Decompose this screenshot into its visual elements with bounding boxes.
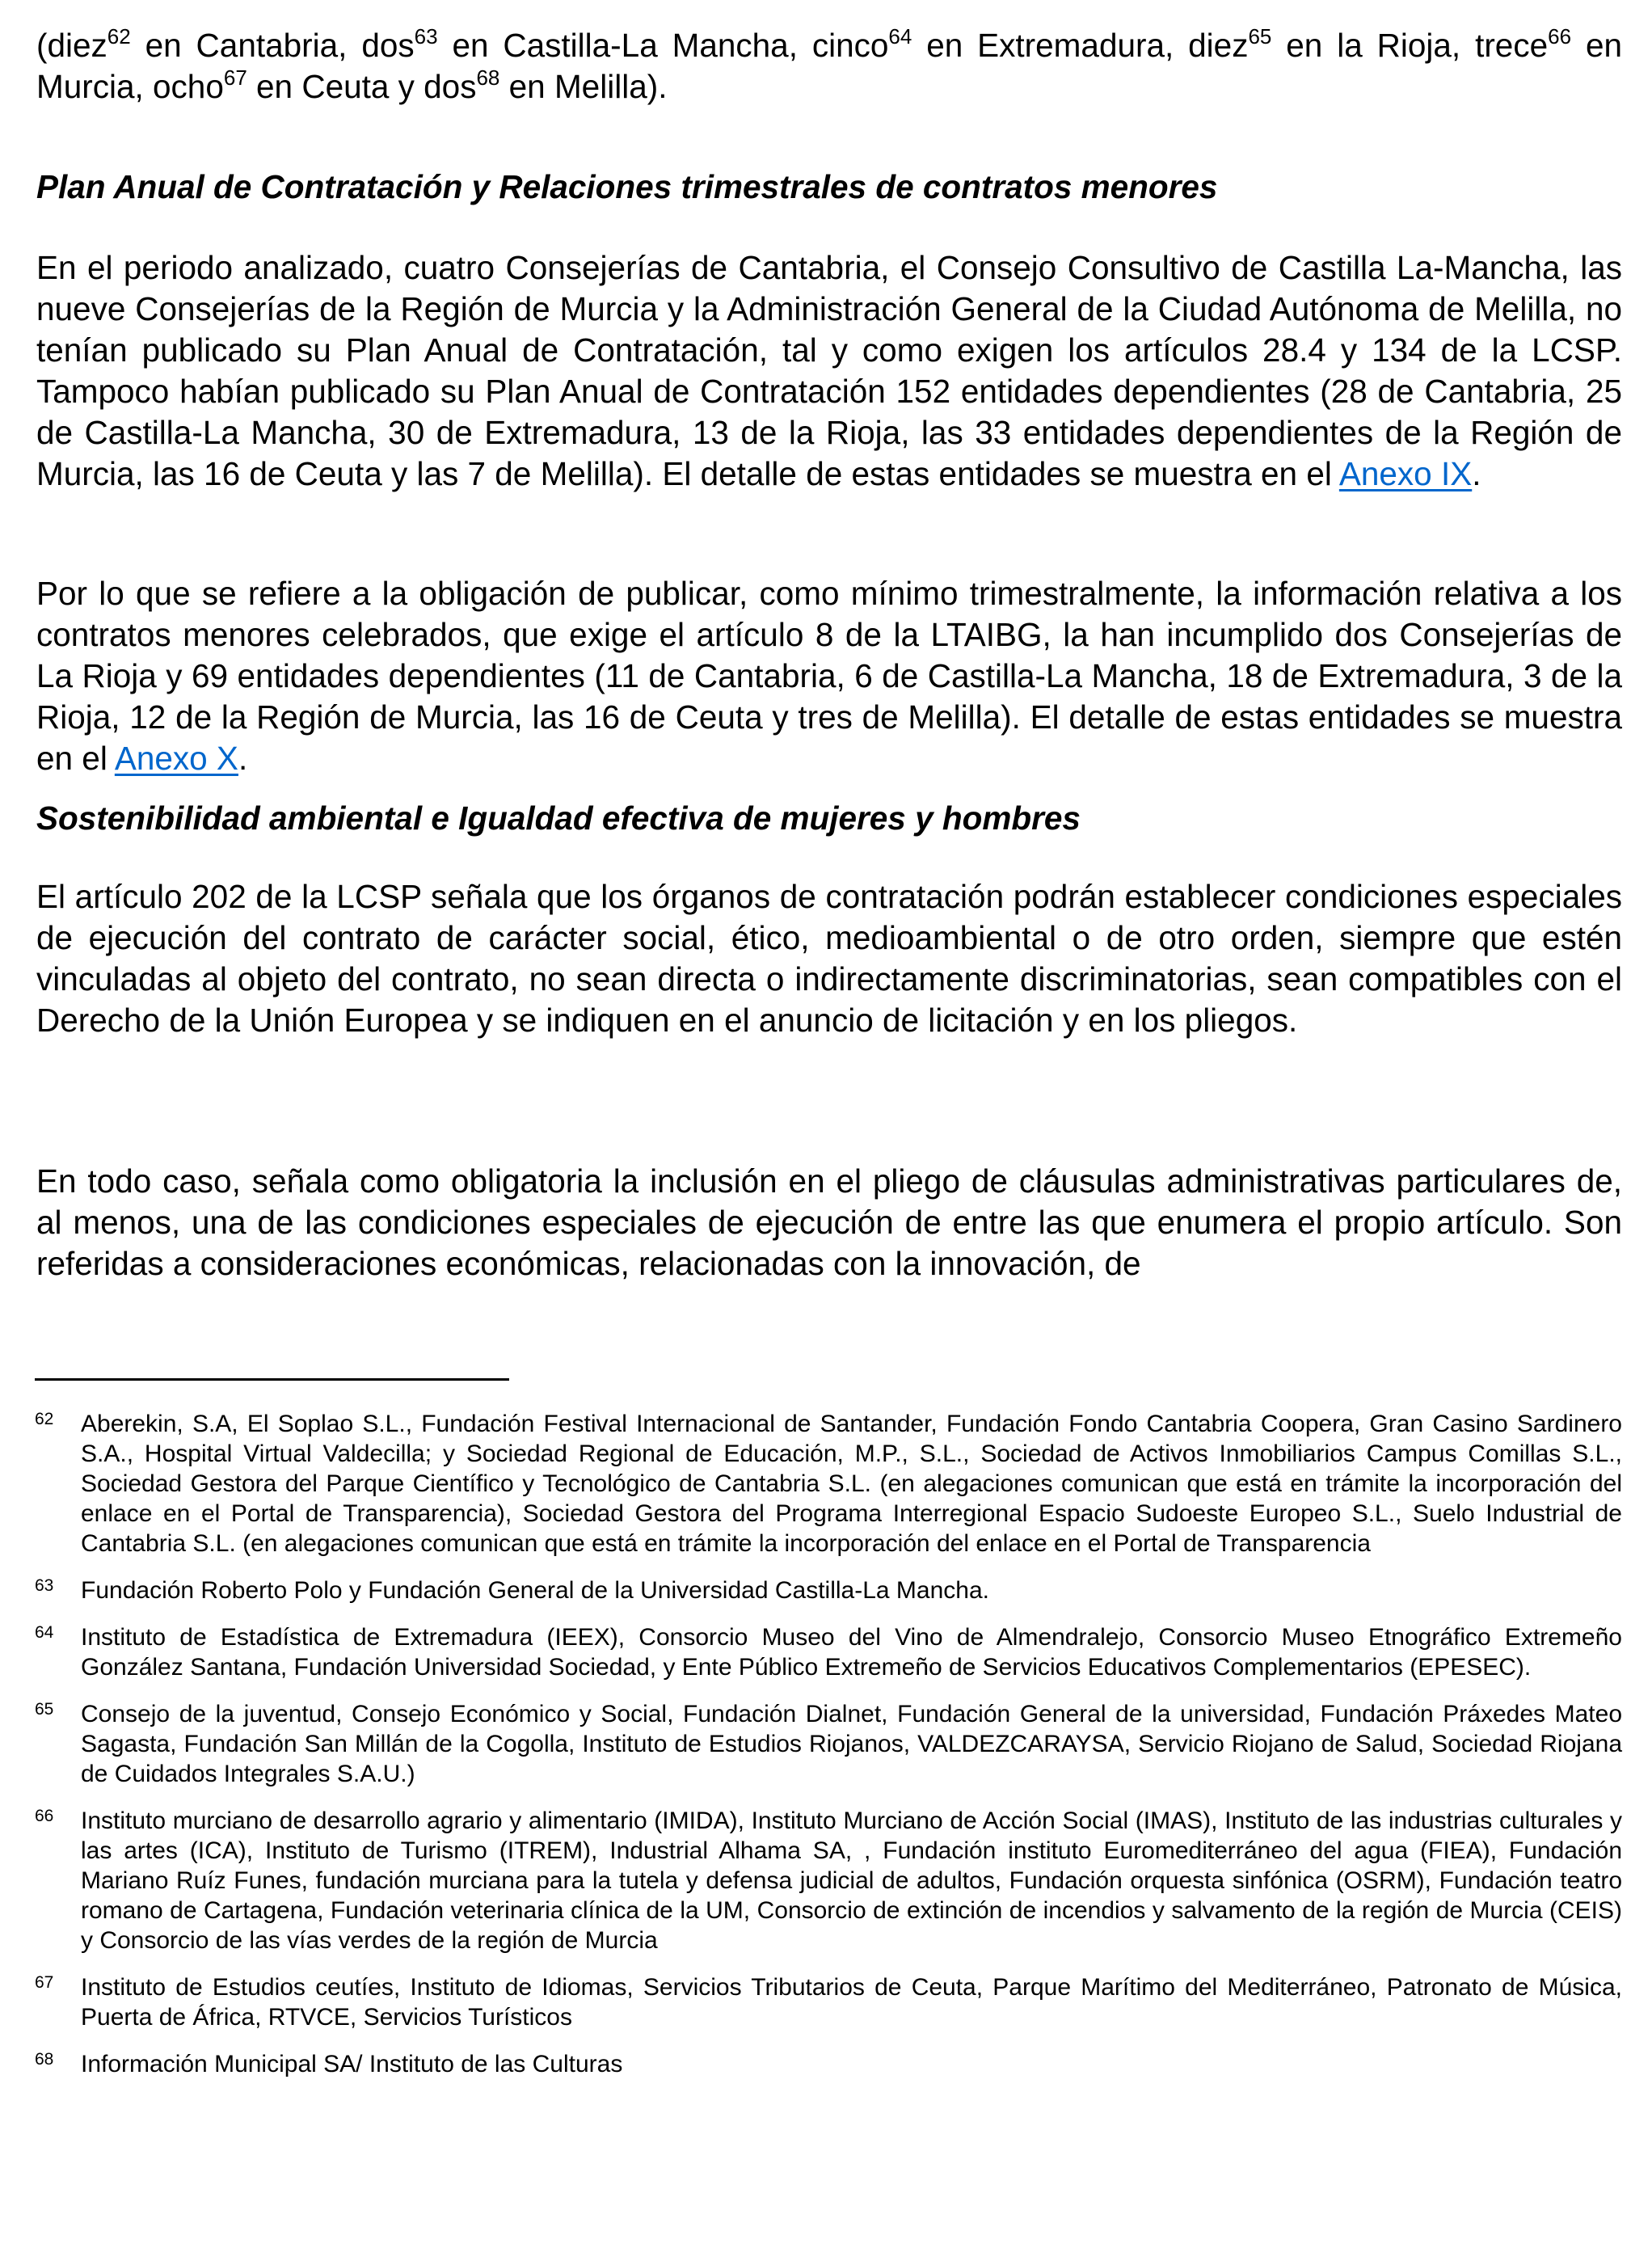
- text-run: .: [238, 740, 248, 777]
- footnote-number: 67: [35, 1973, 54, 1992]
- text-run: Por lo que se refiere a la obligación de publicar, como mínimo trimestralmente, la información relativa a los contratos menores celebrados, que exige el artículo 8 de la LTAIBG, la han incumplido dos Consejerías de La Rioja y 69 entidades dependientes (11 de Cantabria, 6 de Castilla-La Mancha, 18 de Extremadura, 3 de la Rioja, 12 de la Región de Murcia, las 16 de Ceuta y tres de Melilla). El detalle de estas entidades se muestra en el: [36, 575, 1622, 777]
- footnote-number: 62: [35, 1410, 54, 1428]
- section-heading-plan-anual: Plan Anual de Contratación y Relaciones trimestrales de contratos menores: [36, 168, 1218, 205]
- footnote-text: Instituto de Estudios ceutíes, Instituto de Idiomas, Servicios Tributarios de Ceuta, Parque Marítimo del Mediterráneo, Patronato de Música, Puerta de África, RTVCE, Servicios Turísticos: [81, 1974, 1622, 2031]
- paragraph-articulo-202: El artículo 202 de la LCSP señala que los órganos de contratación podrán establecer condiciones especiales de ejecución del contrato de carácter social, ético, medioambiental o de otro orden, siempre que estén vinculadas al objeto del contrato, no sean directa o indirectamente discriminatorias, sean compatibles con el Derecho de la Unión Europea y se indiquen en el anuncio de licitación y en los pliegos.: [36, 878, 1622, 1039]
- footnote-66: [35, 1806, 1622, 1955]
- text-run: en Extremadura, diez: [912, 27, 1249, 64]
- footnote-65: [35, 1699, 1622, 1789]
- footnote-text: Aberekin, S.A, El Soplao S.L., Fundación Festival Internacional de Santander, Fundación Fondo Cantabria Coopera, Gran Casino Sardinero S.A., Hospital Virtual Valdecilla; y Sociedad Regional de Educación, M.P., S.L., Sociedad de Activos Inmobiliarios Campus Comillas S.L., Sociedad Gestora del Parque Científico y Tecnológico de Cantabria S.L. (en alegaciones comunican que está en trámite la incorporación del enlace en el Portal de Transparencia), Sociedad Gestora del Programa Interregional Espacio Sudoeste Europeo S.L., Suelo Industrial de Cantabria S.L. (en alegaciones comunican que está en trámite la incorporación del enlace en el Portal de Transparencia: [81, 1411, 1622, 1557]
- footnote-64: [35, 1622, 1622, 1682]
- text-run: en Castilla-La Mancha, cinco: [437, 27, 889, 64]
- footnote-ref-67[interactable]: 67: [223, 65, 247, 90]
- footnote-separator: [35, 1378, 509, 1381]
- footnote-number: 68: [35, 2050, 54, 2069]
- text-run: en la Rioja, trece: [1271, 27, 1549, 64]
- footnote-text: Instituto murciano de desarrollo agrario y alimentario (IMIDA), Instituto Murciano de Acción Social (IMAS), Instituto de las industrias culturales y las artes (ICA), Instituto de Turismo (ITREM), Industrial Alhama SA, , Fundación instituto Euromediterráneo del agua (FIEA), Fundación Mariano Ruíz Funes, fundación murciana para la tutela y defensa judicial de adultos, Fundación orquesta sinfónica (OSRM), Fundación teatro romano de Cartagena, Fundación veterinaria clínica de la UM, Consorcio de extinción de incendios y salvamento de la región de Murcia (CEIS) y Consorcio de las vías verdes de la región de Murcia: [81, 1807, 1622, 1954]
- footnote-text: Consejo de la juventud, Consejo Económico y Social, Fundación Dialnet, Fundación General de la universidad, Fundación Práxedes Mateo Sagasta, Fundación San Millán de la Cogolla, Instituto de Estudios Riojanos, VALDEZCARAYSA, Servicio Riojano de Salud, Sociedad Riojana de Cuidados Integrales S.A.U.): [81, 1701, 1622, 1787]
- footnote-number: 66: [35, 1807, 54, 1825]
- anexo-ix-link[interactable]: Anexo IX: [1338, 455, 1473, 492]
- text-run: en Ceuta y dos: [247, 68, 477, 105]
- section-heading-sostenibilidad: Sostenibilidad ambiental e Igualdad efectiva de mujeres y hombres: [36, 799, 1081, 837]
- footnote-number: 65: [35, 1700, 54, 1719]
- footnote-63: [35, 1575, 1622, 1605]
- paragraph-en-todo-caso: En todo caso, señala como obligatoria la inclusión en el pliego de cláusulas administrativas particulares de, al menos, una de las condiciones especiales de ejecución de entre las que enumera el propio artículo. Son referidas a consideraciones económicas, relacionadas con la innovación, de: [36, 1162, 1622, 1282]
- footnote-text: Fundación Roberto Polo y Fundación General de la Universidad Castilla-La Mancha.: [81, 1577, 989, 1604]
- footnote-ref-63[interactable]: 63: [414, 23, 438, 49]
- text-run: en Melilla).: [499, 68, 668, 105]
- paragraph-plan-anual: [36, 247, 1622, 495]
- footnote-67: [35, 1972, 1622, 2032]
- intro-paragraph: [36, 25, 1622, 108]
- footnote-62: [35, 1409, 1622, 1559]
- footnote-text: Instituto de Estadística de Extremadura (IEEX), Consorcio Museo del Vino de Almendralejo, Consorcio Museo Etnográfico Extremeño González Santana, Fundación Universidad Sociedad, y Ente Público Extremeño de Servicios Educativos Complementarios (EPESEC).: [81, 1624, 1622, 1681]
- footnote-ref-65[interactable]: 65: [1248, 23, 1272, 49]
- text-run: en Cantabria, dos: [130, 27, 415, 64]
- text-run: en Murcia, ocho: [36, 27, 1622, 105]
- text-run: .: [1472, 455, 1481, 492]
- footnote-ref-62[interactable]: 62: [107, 23, 131, 49]
- text-run: En el periodo analizado, cuatro Consejerías de Cantabria, el Consejo Consultivo de Castilla La-Mancha, las nueve Consejerías de la Región de Murcia y la Administración General de la Ciudad Autónoma de Melilla, no tenían publicado su Plan Anual de Contratación, tal y como exigen los artículos 28.4 y 134 de la LCSP. Tampoco habían publicado su Plan Anual de Contratación 152 entidades dependientes (28 de Cantabria, 25 de Castilla-La Mancha, 30 de Extremadura, 13 de la Rioja, las 33 entidades dependientes de la Región de Murcia, las 16 de Ceuta y las 7 de Melilla). El detalle de estas entidades se muestra en el: [36, 249, 1622, 492]
- footnote-number: 64: [35, 1623, 54, 1642]
- footnote-ref-64[interactable]: 64: [888, 23, 912, 49]
- footnotes-list: [35, 1409, 1622, 2096]
- footnote-68: [35, 2049, 1622, 2079]
- anexo-x-link[interactable]: Anexo X: [114, 740, 238, 777]
- paragraph-contratos-menores: [36, 573, 1622, 779]
- footnote-ref-66[interactable]: 66: [1548, 23, 1572, 49]
- footnote-text: Información Municipal SA/ Instituto de las Culturas: [81, 2051, 623, 2077]
- footnote-ref-68[interactable]: 68: [476, 65, 500, 90]
- footnote-number: 63: [35, 1576, 54, 1595]
- text-run: (diez: [36, 27, 107, 64]
